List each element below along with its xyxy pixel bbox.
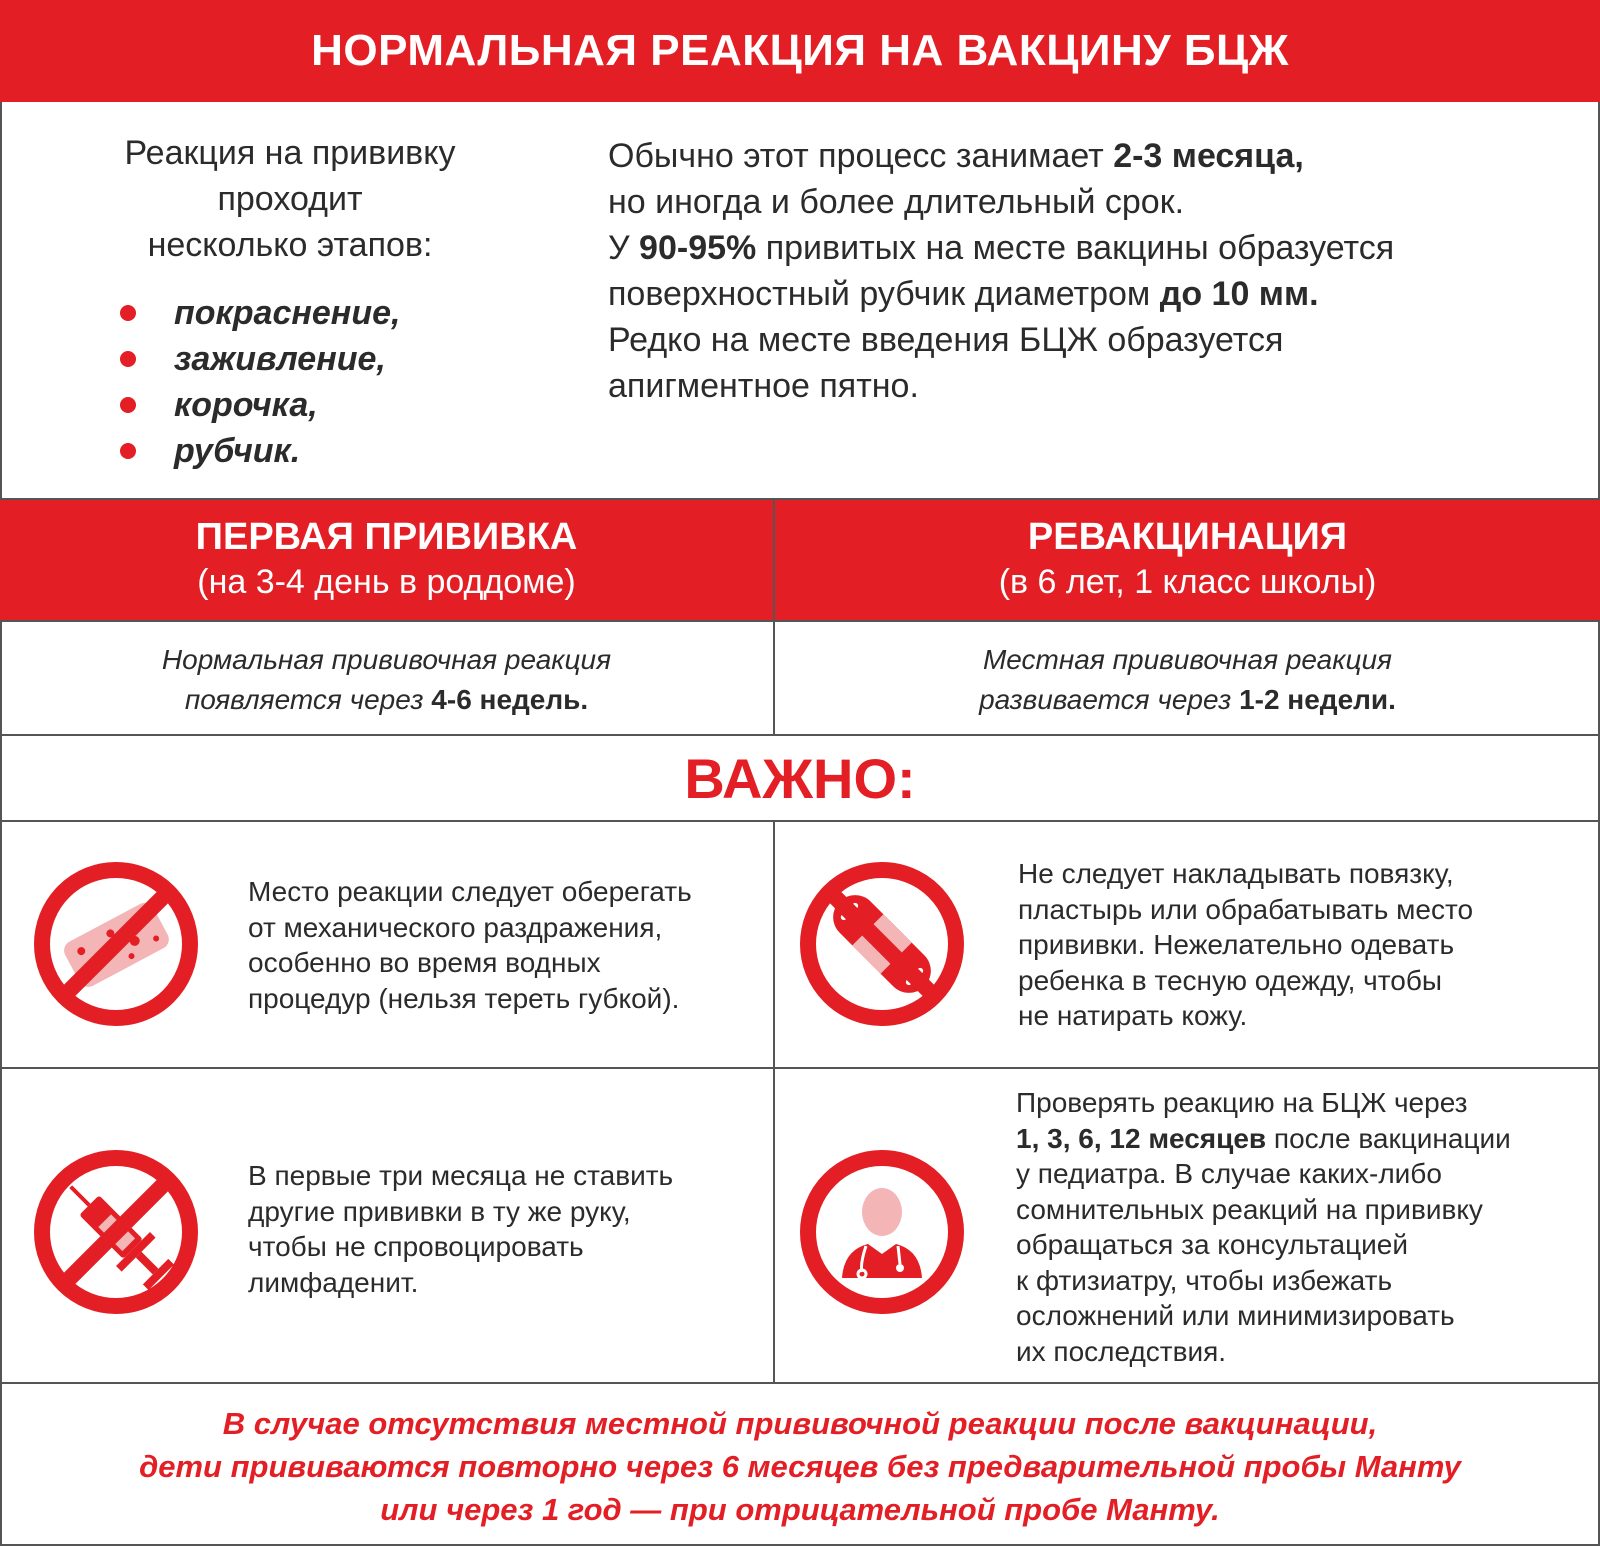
revaccination-title: РЕВАКЦИНАЦИЯ bbox=[1027, 516, 1348, 558]
important-heading: ВАЖНО: bbox=[684, 747, 916, 810]
doctor-icon bbox=[796, 1146, 968, 1318]
intro-left-line: несколько этапов: bbox=[147, 226, 433, 264]
note-line: развивается через 1-2 недели. bbox=[979, 684, 1396, 715]
divider-horizontal bbox=[0, 498, 1600, 500]
tip-line: чтобы не спровоцировать bbox=[248, 1231, 584, 1262]
tip-line: от механического раздражения, bbox=[248, 911, 663, 943]
tip-line: 1, 3, 6, 12 месяцев после вакцинации bbox=[1016, 1122, 1511, 1154]
intro-left-line: проходит bbox=[217, 180, 363, 218]
tip-line: осложнений или минимизировать bbox=[1016, 1300, 1455, 1331]
first-vaccination-title: ПЕРВАЯ ПРИВИВКА bbox=[195, 516, 578, 558]
footer-line: В случае отсутствия местной прививочной реакции после вакцинации, bbox=[222, 1406, 1378, 1441]
bullet-icon bbox=[120, 305, 136, 321]
tip-line: их последствия. bbox=[1016, 1335, 1227, 1367]
tip-line: пластырь или обрабатывать место bbox=[1018, 893, 1474, 925]
no-sponge-icon bbox=[30, 858, 202, 1030]
tip-line: Проверять реакцию на БЦЖ через bbox=[1016, 1087, 1468, 1118]
no-syringe-icon bbox=[30, 1146, 202, 1318]
note-line: Местная прививочная реакция bbox=[982, 644, 1393, 675]
tip-line: особенно во время водных bbox=[248, 947, 601, 978]
stage-label: покраснение, bbox=[174, 294, 401, 332]
tip-check-reaction bbox=[1016, 1085, 1511, 1369]
divider-horizontal bbox=[0, 1382, 1600, 1384]
note-line: Нормальная прививочная реакция bbox=[161, 644, 612, 675]
revaccination-note bbox=[775, 640, 1600, 720]
first-vaccination-note bbox=[0, 640, 773, 720]
divider-horizontal bbox=[0, 820, 1600, 822]
bullet-icon bbox=[120, 397, 136, 413]
bullet-icon bbox=[120, 443, 136, 459]
intro-right-line: поверхностный рубчик диаметром до 10 мм. bbox=[608, 275, 1319, 313]
divider-horizontal bbox=[0, 620, 1600, 622]
tip-line: В первые три месяца не ставить bbox=[248, 1160, 674, 1191]
footer-line: дети прививаются повторно через 6 месяцев без предварительной пробы Манту bbox=[139, 1449, 1461, 1484]
stage-item bbox=[120, 428, 400, 474]
divider-horizontal bbox=[0, 734, 1600, 736]
stage-item bbox=[120, 382, 400, 428]
intro-right-line: но иногда и более длительный срок. bbox=[608, 183, 1185, 221]
page-title: НОРМАЛЬНАЯ РЕАКЦИЯ НА ВАКЦИНУ БЦЖ bbox=[311, 26, 1289, 75]
intro-left bbox=[40, 130, 540, 268]
intro-right bbox=[608, 133, 1568, 409]
tip-line: не натирать кожу. bbox=[1018, 1000, 1248, 1031]
bullet-icon bbox=[120, 351, 136, 367]
revaccination-header bbox=[775, 498, 1600, 620]
revaccination-subtitle: (в 6 лет, 1 класс школы) bbox=[998, 563, 1377, 601]
intro-right-line: Обычно этот процесс занимает 2-3 месяца, bbox=[608, 137, 1304, 175]
tip-line: прививки. Нежелательно одевать bbox=[1018, 929, 1455, 960]
tip-line: процедур (нельзя тереть губкой). bbox=[248, 982, 680, 1014]
tip-line: обращаться за консультацией bbox=[1016, 1229, 1408, 1260]
tip-line: ребенка в тесную одежду, чтобы bbox=[1018, 964, 1442, 996]
stage-label: корочка, bbox=[174, 386, 318, 424]
note-line: появляется через 4-6 недель. bbox=[184, 684, 589, 715]
tip-no-other-vaccines bbox=[248, 1158, 673, 1300]
tip-line: Место реакции следует оберегать bbox=[248, 876, 692, 907]
stage-label: заживление, bbox=[174, 340, 386, 378]
tip-line: сомнительных реакций на прививку bbox=[1016, 1193, 1483, 1225]
intro-right-line: У 90-95% привитых на месте вакцины образуется bbox=[608, 229, 1395, 267]
tip-line: лимфаденит. bbox=[248, 1266, 419, 1298]
intro-right-line: апигментное пятно. bbox=[608, 367, 919, 405]
no-bandage-icon bbox=[796, 858, 968, 1030]
title-bar bbox=[0, 0, 1600, 102]
stage-item bbox=[120, 336, 400, 382]
divider-vertical bbox=[773, 820, 775, 1382]
tip-protect-site bbox=[248, 874, 692, 1016]
intro-right-line: Редко на месте введения БЦЖ образуется bbox=[608, 321, 1284, 359]
tip-line: у педиатра. В случае каких-либо bbox=[1016, 1158, 1442, 1189]
tip-line: Не следует накладывать повязку, bbox=[1018, 858, 1454, 889]
intro-left-line: Реакция на прививку bbox=[124, 134, 456, 172]
tip-no-bandage bbox=[1018, 856, 1473, 1034]
stages-list bbox=[120, 290, 400, 474]
first-vaccination-subtitle: (на 3-4 день в роддоме) bbox=[197, 563, 576, 601]
divider-horizontal bbox=[0, 1067, 1600, 1069]
tip-line: к фтизиатру, чтобы избежать bbox=[1016, 1264, 1393, 1296]
footer-line: или через 1 год — при отрицательной пробе Манту. bbox=[380, 1492, 1220, 1527]
first-vaccination-header bbox=[0, 498, 773, 620]
tip-line: другие прививки в ту же руку, bbox=[248, 1195, 631, 1227]
stage-label: рубчик. bbox=[174, 432, 301, 470]
stage-item bbox=[120, 290, 400, 336]
footer-note bbox=[0, 1402, 1600, 1531]
